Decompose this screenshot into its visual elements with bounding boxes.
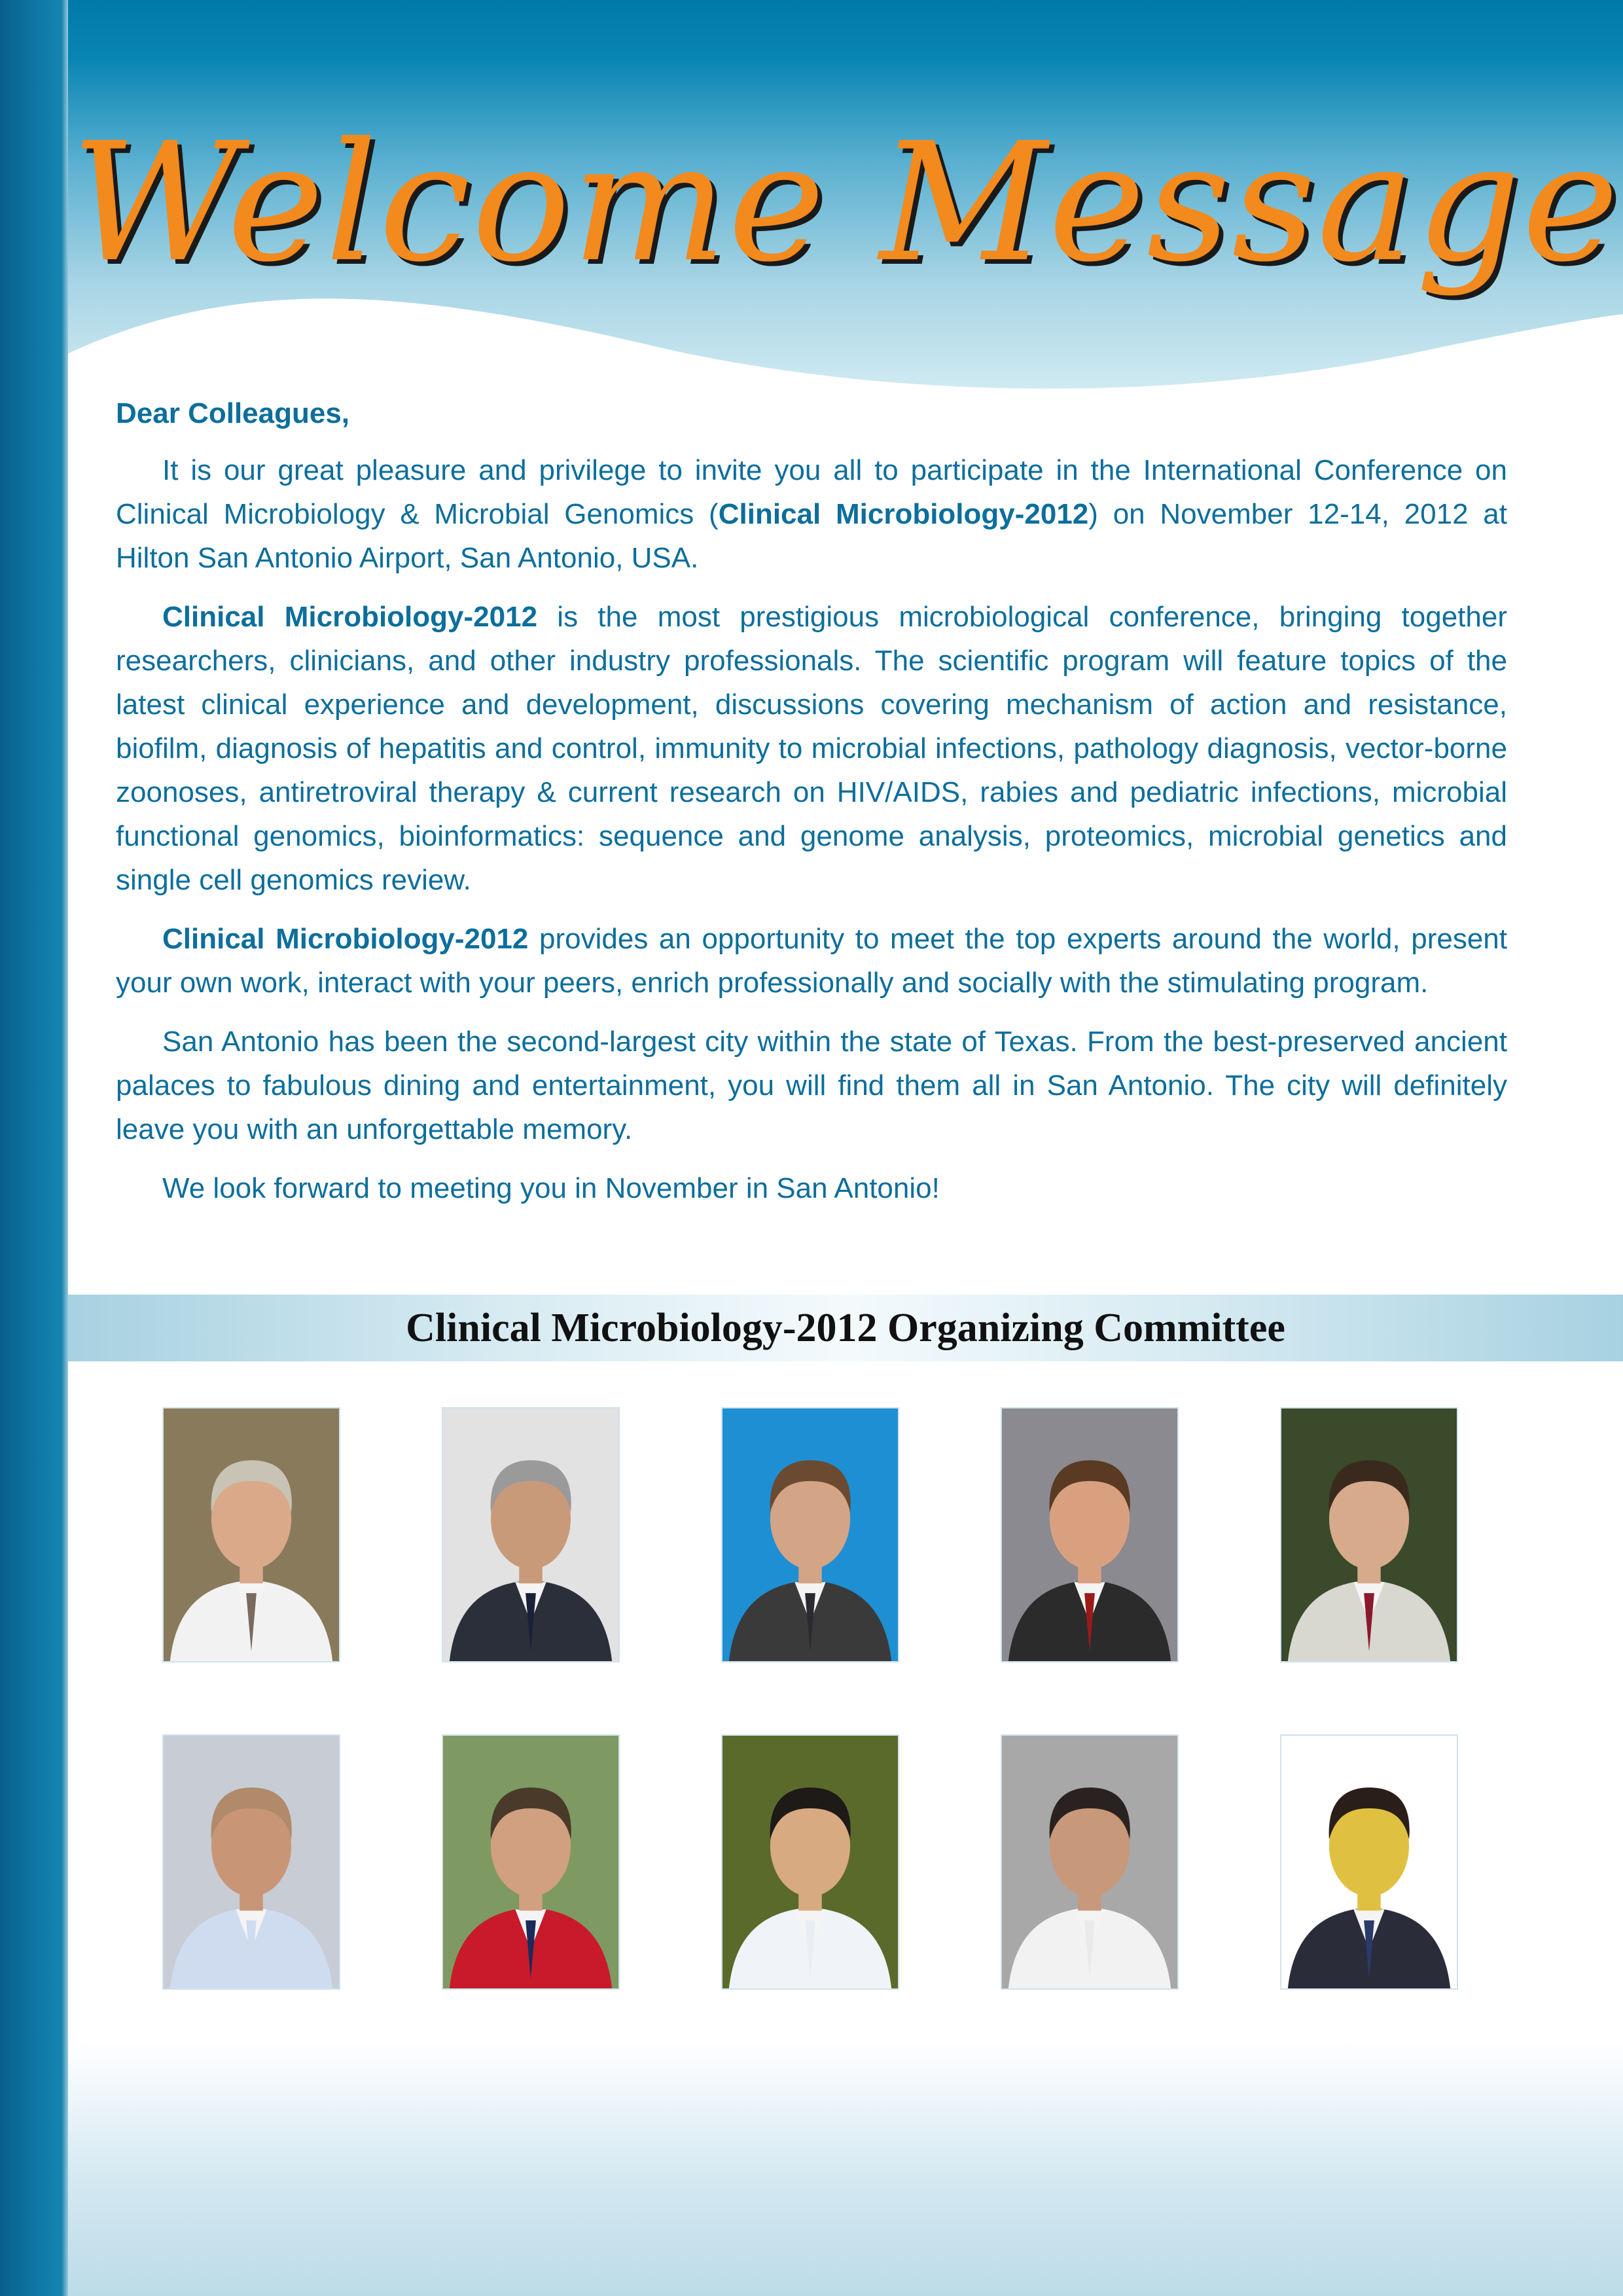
welcome-letter bbox=[116, 391, 1507, 1225]
committee-band bbox=[68, 1295, 1623, 1361]
left-decorative-strip bbox=[0, 0, 68, 2296]
committee-member-photo bbox=[442, 1407, 620, 1662]
committee-member-photo bbox=[1280, 1734, 1458, 1990]
paragraph-intro: It is our great pleasure and privilege to invite you all to participate in the International Conference on Clinical Microbiology & Microbial Genomics (Clinical Microbiology-2012) on November 12-14, 2012 at Hilton San Antonio Airport, San Antonio, USA. bbox=[116, 454, 1507, 574]
committee-member-photo bbox=[1280, 1407, 1458, 1662]
committee-member-photo bbox=[162, 1734, 340, 1990]
paragraph-closing: We look forward to meeting you in November in San Antonio! bbox=[162, 1172, 940, 1204]
paragraph-san-antonio: San Antonio has been the second-largest city within the state of Texas. From the best-preserved ancient palaces to fabulous dining and entertainment, you will find them all in San Antonio. The city will definitely leave you with an unforgettable memory. bbox=[116, 1026, 1507, 1145]
committee-member-photo bbox=[442, 1734, 620, 1990]
paragraph-conference-topics: Clinical Microbiology-2012 is the most prestigious microbiological conference, bringing together researchers, clinicians, and other industry professionals. The scientific program will feature topics of the latest clinical experience and development, discussions covering mechanism of action and resistance, biofilm, diagnosis of hepatitis and control, immunity to microbial infections, pathology diagnosis, vector-borne zoonoses, antiretroviral therapy & current research on HIV/AIDS, rabies and pediatric infections, microbial functional genomics, bioinformatics: sequence and genome analysis, proteomics, microbial genetics and single cell genomics review. bbox=[116, 601, 1507, 896]
committee-member-photo bbox=[721, 1734, 899, 1990]
committee-member-photo bbox=[721, 1407, 899, 1662]
salutation: Dear Colleagues, bbox=[116, 397, 350, 429]
committee-title: Clinical Microbiology-2012 Organizing Committee bbox=[406, 1306, 1285, 1350]
committee-member-photo bbox=[1001, 1734, 1179, 1990]
committee-member-photo bbox=[162, 1407, 340, 1662]
page-title: Welcome Message bbox=[71, 107, 1620, 298]
committee-member-photo bbox=[1001, 1407, 1179, 1662]
paragraph-opportunity: Clinical Microbiology-2012 provides an opportunity to meet the top experts around the world, present your own work, interact with your peers, enrich professionally and socially with the stimulating program. bbox=[116, 923, 1507, 999]
bottom-fade bbox=[68, 2042, 1623, 2296]
